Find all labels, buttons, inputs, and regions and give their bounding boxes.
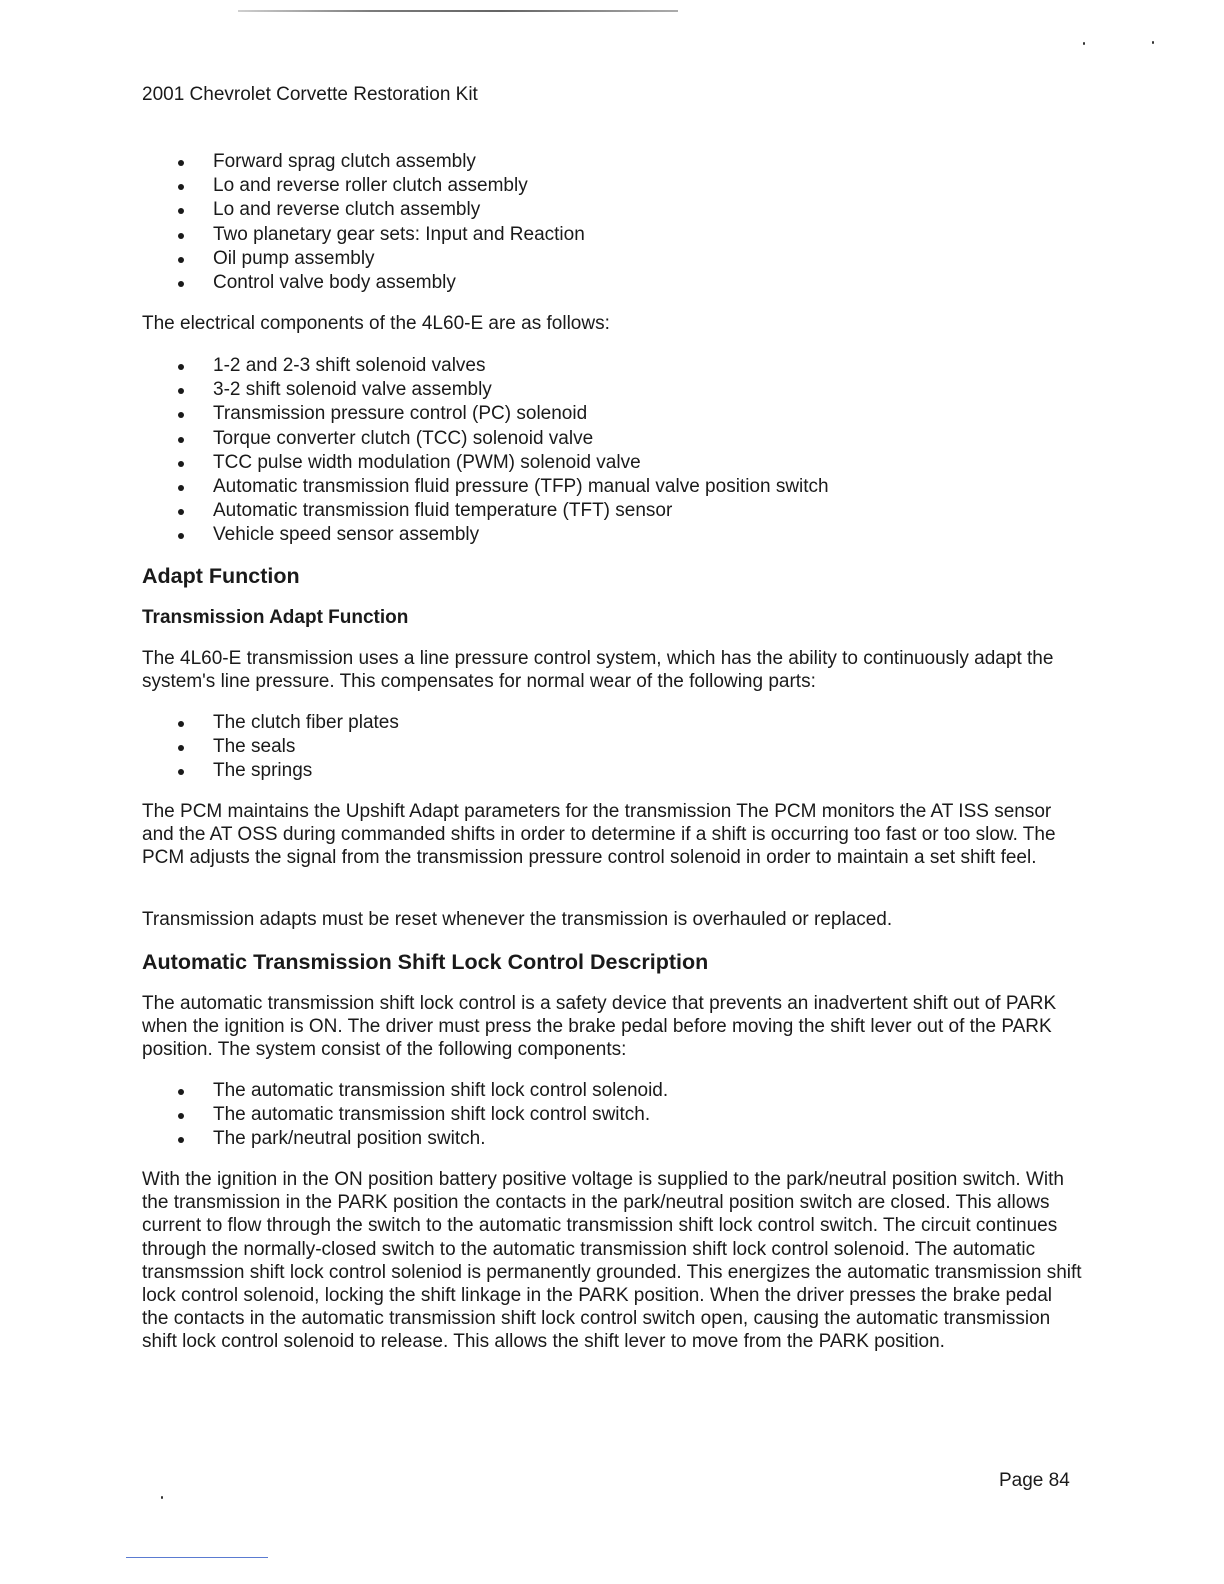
list-item: Vehicle speed sensor assembly [142, 523, 1082, 547]
paragraph: With the ignition in the ON position battery positive voltage is supplied to the park/neutral position switch. With the transmission in the PARK position the contacts in the park/neutral position switch are closed. This allows current to flow through the switch to the automatic transmission shift lock control switch. The circuit continues through the normally-closed switch to the automatic transmission shift lock control solenoid. The automatic transmssion shift lock control soleniod is permanently grounded. This energizes the automatic transmission shift lock control solenoid, locking the shift linkage in the PARK position. When the driver presses the brake pedal the contacts in the automatic transmission shift lock control switch open, causing the automatic transmission shift lock control solenoid to release. This allows the shift lever to move from the PARK position. [142, 1169, 1082, 1353]
scan-artifact-bottom [126, 1557, 268, 1558]
list-item: The springs [142, 759, 1082, 783]
list-item: The automatic transmission shift lock control switch. [142, 1103, 1082, 1127]
list-item: Two planetary gear sets: Input and Reaction [142, 223, 1082, 247]
mechanical-components-list [142, 150, 1082, 295]
list-item: Transmission pressure control (PC) solenoid [142, 402, 1082, 426]
paragraph: The automatic transmission shift lock control is a safety device that prevents an inadvertent shift out of PARK when the ignition is ON. The driver must press the brake pedal before moving the shift lever out of the PARK position. The system consist of the following components: [142, 993, 1057, 1061]
subsection-heading-transmission-adapt: Transmission Adapt Function [142, 607, 409, 628]
section-heading-shift-lock: Automatic Transmission Shift Lock Control Description [142, 950, 709, 974]
paragraph: The electrical components of the 4L60-E are as follows: [142, 313, 610, 334]
scan-speck [1152, 41, 1154, 44]
electrical-intro [142, 312, 1082, 335]
list-item: Lo and reverse roller clutch assembly [142, 174, 1082, 198]
scan-speck [1083, 42, 1085, 45]
adapt-intro [142, 647, 1082, 693]
list-item: Automatic transmission fluid pressure (TFP) manual valve position switch [142, 475, 1082, 499]
document-header: 2001 Chevrolet Corvette Restoration Kit [142, 84, 478, 105]
adapt-parts-list [142, 711, 1082, 784]
paragraph: The PCM maintains the Upshift Adapt parameters for the transmission The PCM monitors the AT ISS sensor and the AT OSS during commanded shifts in order to determine if a shift is occurring too fast or too slow. The PCM adjusts the signal from the transmission pressure control solenoid in order to maintain a set shift feel. [142, 801, 1056, 869]
list-item: 1-2 and 2-3 shift solenoid valves [142, 354, 1082, 378]
list-item: The seals [142, 735, 1082, 759]
electrical-components-list [142, 354, 1082, 548]
page-number: Page 84 [999, 1470, 1070, 1491]
list-item: Forward sprag clutch assembly [142, 150, 1082, 174]
paragraph: Transmission adapts must be reset whenever the transmission is overhauled or replaced. [142, 909, 893, 930]
scan-speck [161, 1496, 163, 1499]
list-item: Automatic transmission fluid temperature (TFT) sensor [142, 499, 1082, 523]
adapt-paragraph-2 [142, 908, 1082, 931]
list-item: The clutch fiber plates [142, 711, 1082, 735]
list-item: The park/neutral position switch. [142, 1127, 1082, 1151]
section-heading-adapt: Adapt Function [142, 564, 300, 588]
list-item: Control valve body assembly [142, 271, 1082, 295]
list-item: The automatic transmission shift lock control solenoid. [142, 1079, 1082, 1103]
list-item: TCC pulse width modulation (PWM) solenoid valve [142, 451, 1082, 475]
list-item: Torque converter clutch (TCC) solenoid valve [142, 427, 1082, 451]
shift-lock-components-list [142, 1079, 1082, 1152]
shift-lock-paragraph [142, 1168, 1082, 1354]
paragraph: The 4L60-E transmission uses a line pressure control system, which has the ability to continuously adapt the system's line pressure. This compensates for normal wear of the following parts: [142, 648, 1054, 693]
scan-artifact-top [238, 10, 678, 12]
adapt-paragraph-1 [142, 800, 1082, 870]
list-item: Oil pump assembly [142, 247, 1082, 271]
shift-lock-intro [142, 992, 1082, 1062]
list-item: Lo and reverse clutch assembly [142, 198, 1082, 222]
list-item: 3-2 shift solenoid valve assembly [142, 378, 1082, 402]
